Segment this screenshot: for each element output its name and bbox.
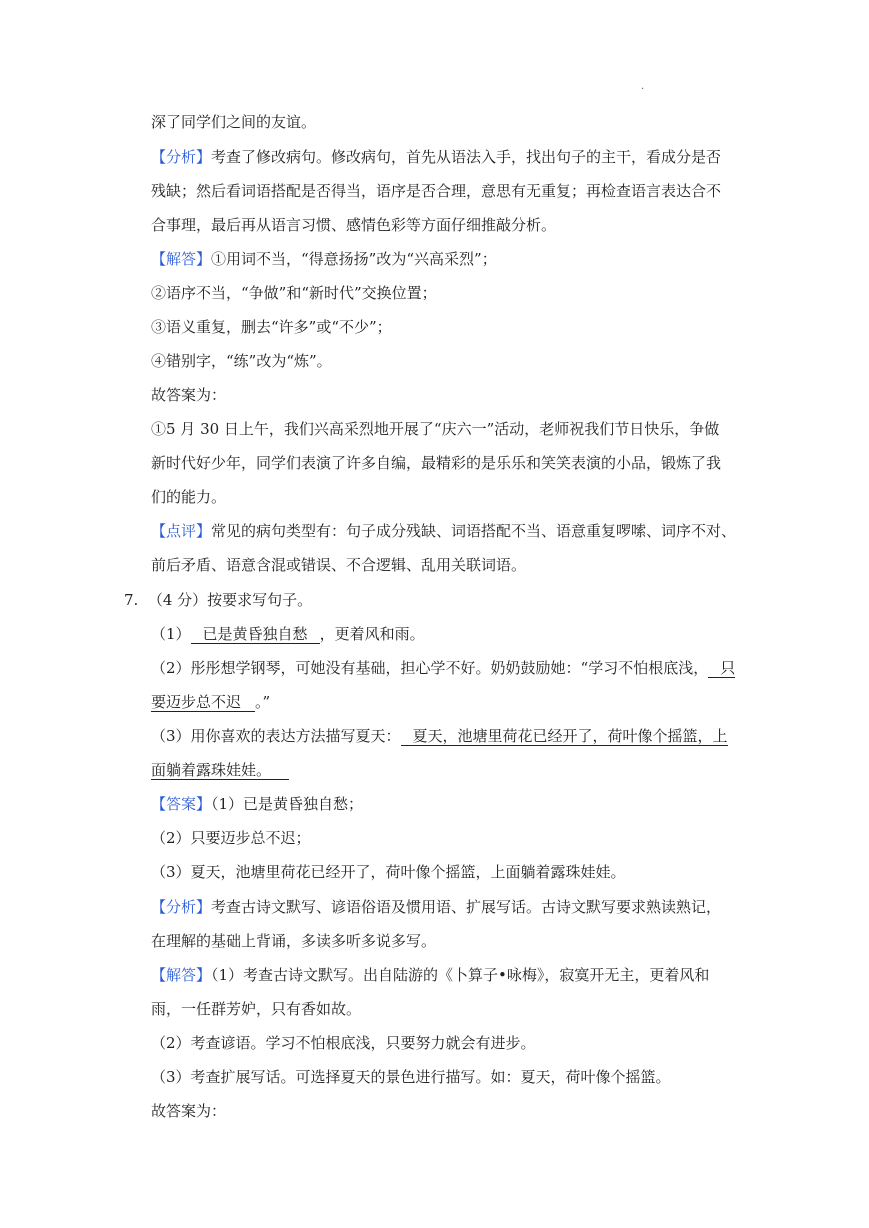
solution-line-1: 【解答】①用词不当，“得意扬扬”改为“兴高采烈”； — [151, 250, 497, 268]
solution-tag: 【解答】 — [151, 250, 212, 268]
question-stem: （4 分）按要求写句子。 — [147, 591, 313, 609]
q7-answer-item: （3）夏天，池塘里荷花已经开了，荷叶像个摇篮，上面躺着露珠娃娃。 — [151, 863, 626, 881]
question-7-heading — [124, 590, 312, 610]
answer-label: 故答案为： — [151, 386, 227, 404]
analysis-tag: 【分析】 — [151, 148, 212, 166]
q7-analysis-line-1: 【分析】考查古诗文默写、谚语俗语及惯用语、扩展写话。古诗文默写要求熟读熟记， — [151, 898, 722, 916]
fill-blank: 已是黄昏独自愁 — [191, 625, 320, 644]
q7-solution-line-2: 雨，一任群芳妒，只有香如故。 — [151, 1000, 362, 1018]
analysis-line-1: 【分析】考查了修改病句。修改病句，首先从语法入手，找出句子的主干，看成分是否 — [151, 148, 722, 166]
q7-part-1: （1） 已是黄昏独自愁 ，更着风和雨。 — [151, 625, 425, 643]
q7-solution-line-1: 【解答】（1）考查古诗文默写。出自陆游的《卜算子•咏梅》，寂寞开无主，更着风和 — [151, 966, 710, 984]
solution-item: ②语序不当，“争做”和“新时代”交换位置； — [151, 284, 437, 302]
q7-part-2-line-2: 要迈步总不迟 。” — [151, 693, 271, 711]
fill-blank: 夏天，池塘里荷花已经开了，荷叶像个摇篮，上 — [401, 727, 728, 746]
fill-blank: 要迈步总不迟 — [151, 693, 255, 712]
comment-tag: 【点评】 — [151, 522, 212, 540]
comment-line-1: 【点评】常见的病句类型有：句子成分残缺、词语搭配不当、语意重复啰嗦、词序不对、 — [151, 522, 737, 540]
q7-answer-item: （2）只要迈步总不迟； — [151, 829, 311, 847]
solution-tag: 【解答】 — [151, 966, 212, 984]
analysis-line-2: 残缺；然后看词语搭配是否得当，语序是否合理，意思有无重复；再检查语言表达合不 — [151, 182, 722, 200]
answer-tag: 【答案】 — [151, 795, 212, 813]
answer-line: 们的能力。 — [151, 488, 227, 506]
q7-part-3-line-2 — [151, 760, 741, 780]
answer-line: 新时代好少年，同学们表演了许多自编，最精彩的是乐乐和笑笑表演的小品，锻炼了我 — [151, 454, 722, 472]
comment-line-2: 前后矛盾、语意含混或错误、不合逻辑、乱用关联词语。 — [151, 556, 527, 574]
fill-blank: 只 — [708, 659, 735, 678]
q7-solution-item: （2）考查谚语。学习不怕根底浅，只要努力就会有进步。 — [151, 1034, 536, 1052]
analysis-tag: 【分析】 — [151, 898, 212, 916]
page-mark: · — [641, 84, 645, 95]
q7-part-2-line-1: （2）彤彤想学钢琴，可她没有基础，担心学不好。奶奶鼓励她：“学习不怕根底浅， 只 — [151, 659, 736, 677]
q7-answer-line-1: 【答案】（1）已是黄昏独自愁； — [151, 795, 364, 813]
solution-item: ④错别字，“练”改为“炼”。 — [151, 352, 332, 370]
question-number: 7. — [124, 591, 139, 609]
q7-part-3-line-1: （3）用你喜欢的表达方法描写夏天： 夏天，池塘里荷花已经开了，荷叶像个摇篮，上 — [151, 727, 728, 745]
answer-continuation: 深了同学们之间的友谊。 — [151, 113, 317, 131]
analysis-line-3: 合事理，最后再从语言习惯、感情色彩等方面仔细推敲分析。 — [151, 216, 557, 234]
solution-item: ③语义重复，删去“许多”或“不少”； — [151, 318, 392, 336]
answer-line: ①5 月 30 日上午，我们兴高采烈地开展了“庆六一”活动，老师祝我们节日快乐，争做 — [151, 420, 720, 438]
q7-answer-label: 故答案为： — [151, 1102, 227, 1120]
fill-blank: 面躺着露珠娃娃。 — [151, 761, 289, 780]
q7-analysis-line-2: 在理解的基础上背诵，多读多听多说多写。 — [151, 932, 437, 950]
q7-solution-item: （3）考查扩展写话。可选择夏天的景色进行描写。如：夏天，荷叶像个摇篮。 — [151, 1068, 671, 1086]
